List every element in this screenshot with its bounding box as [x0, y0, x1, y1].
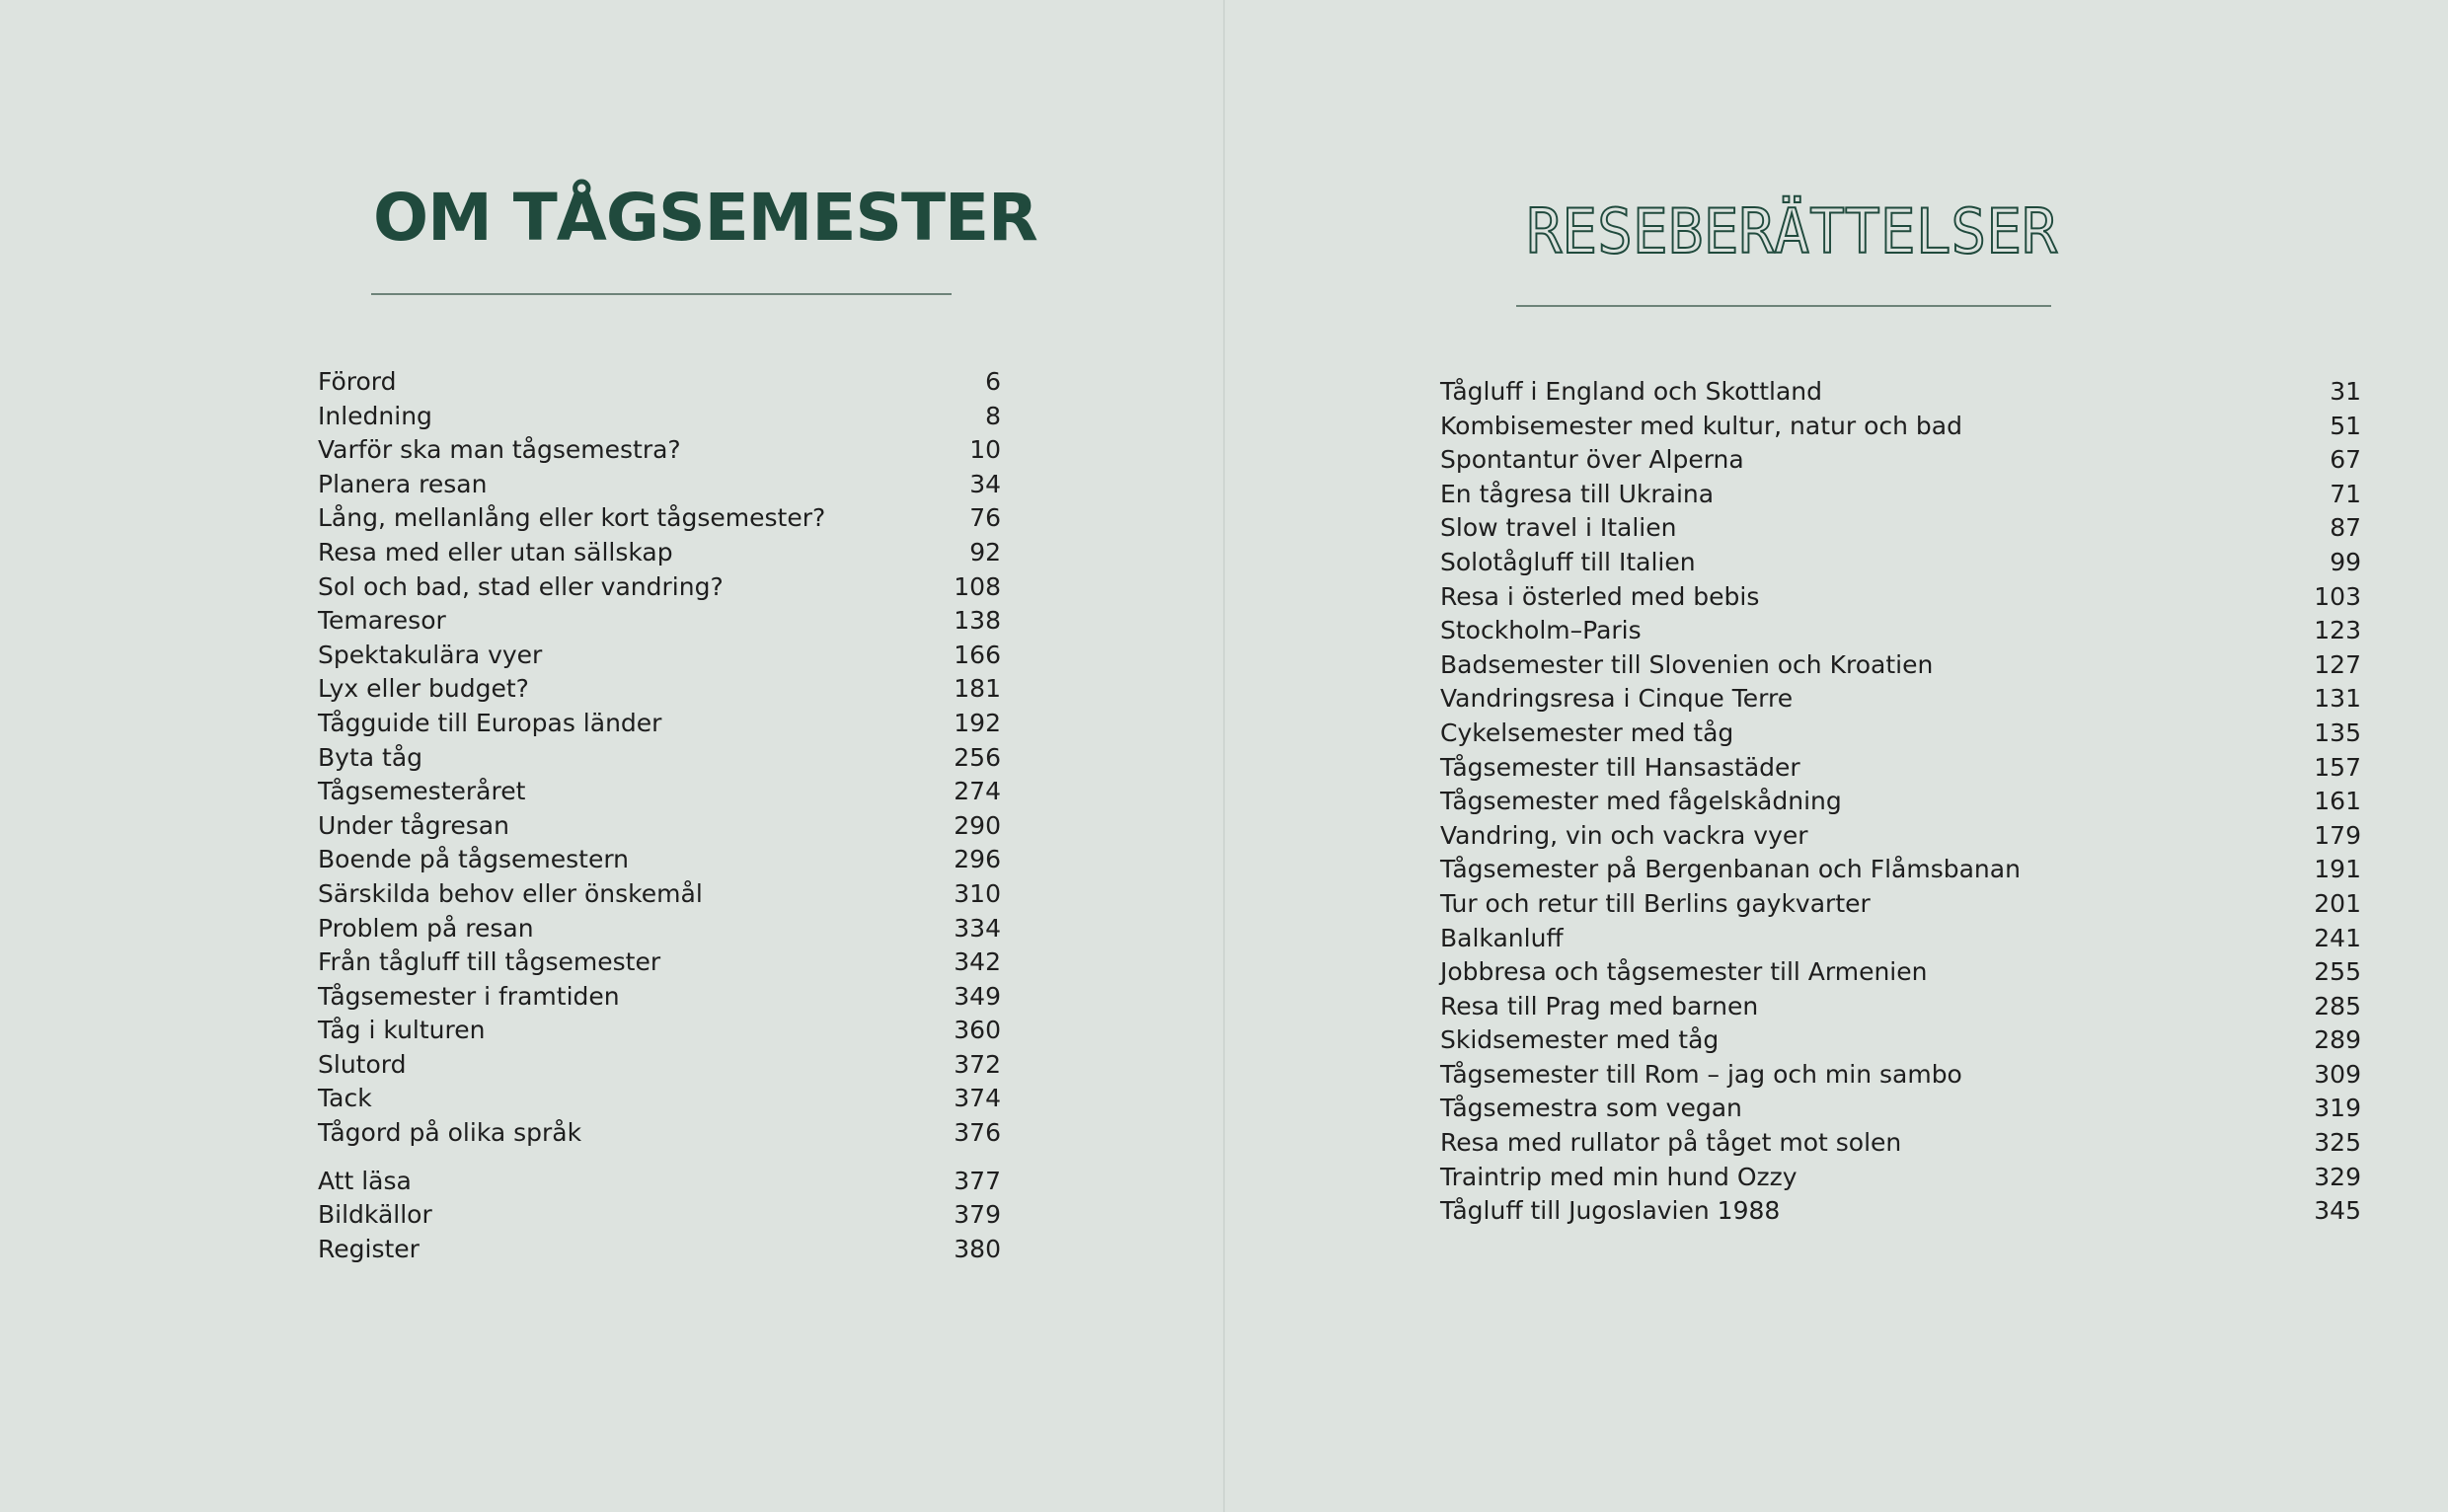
toc-entry-page-number: 67	[2330, 445, 2361, 475]
toc-entry-page-number: 8	[985, 401, 1001, 430]
toc-entry-page-number: 192	[954, 708, 1001, 737]
toc-entry-title: Temaresor	[318, 606, 446, 636]
toc-entry-page-number: 342	[954, 947, 1001, 977]
toc-entry	[318, 945, 1001, 980]
toc-entry-title: Tågguide till Europas länder	[318, 708, 662, 737]
toc-entry-title: Jobbresa och tågsemester till Armenien	[1440, 957, 1928, 987]
toc-entry-page-number: 201	[2314, 888, 2361, 918]
toc-entry-page-number: 372	[954, 1049, 1001, 1079]
toc-entry-page-number: 99	[2330, 547, 2361, 576]
toc-entry-title: Resa i österled med bebis	[1440, 581, 1760, 611]
right-page	[1224, 0, 2448, 1512]
toc-entry-title: Traintrip med min hund Ozzy	[1440, 1162, 1798, 1191]
toc-entry-page-number: 71	[2330, 479, 2361, 508]
toc-entry-page-number: 319	[2314, 1094, 2361, 1123]
toc-entry-page-number: 108	[954, 571, 1001, 601]
toc-entry-title: Tågsemestra som vegan	[1440, 1094, 1742, 1123]
toc-entry-title: Solotågluff till Italien	[1440, 547, 1696, 576]
toc-entry	[318, 809, 1001, 844]
toc-entry-page-number: 380	[954, 1234, 1001, 1263]
toc-entry	[1440, 1161, 2361, 1195]
toc-entry-title: Tågsemester på Bergenbanan och Flåmsbanan	[1440, 855, 2021, 884]
toc-entry	[318, 570, 1001, 605]
toc-entry	[318, 707, 1001, 741]
toc-entry-page-number: 127	[2314, 649, 2361, 679]
toc-entry-title: Planera resan	[318, 469, 488, 498]
toc-entry-title: Tur och retur till Berlins gaykvarter	[1440, 888, 1871, 918]
toc-entry	[318, 468, 1001, 502]
toc-entry-title: Byta tåg	[318, 742, 423, 772]
toc-entry-title: Lång, mellanlång eller kort tågsemester?	[318, 503, 826, 533]
toc-entry-title: Skidsemester med tåg	[1440, 1025, 1720, 1055]
toc-entry	[1440, 887, 2361, 922]
right-heading-rule	[1516, 305, 2051, 307]
toc-entry-title: Tågsemesteråret	[318, 777, 526, 806]
toc-entry	[318, 877, 1001, 912]
toc-entry-title: Resa med eller utan sällskap	[318, 537, 673, 567]
toc-entry	[318, 741, 1001, 776]
toc-entry	[318, 639, 1001, 673]
toc-entry-title: Balkanluff	[1440, 923, 1564, 952]
toc-entry-page-number: 255	[2314, 957, 2361, 987]
toc-entry	[318, 604, 1001, 639]
toc-entry	[1440, 410, 2361, 444]
toc-entry-title: Sol och bad, stad eller vandring?	[318, 571, 724, 601]
toc-entry	[1440, 580, 2361, 615]
toc-entry	[318, 433, 1001, 468]
toc-entry-page-number: 310	[954, 878, 1001, 908]
toc-entry-page-number: 296	[954, 845, 1001, 874]
toc-entry	[1440, 853, 2361, 887]
toc-entry-page-number: 360	[954, 1016, 1001, 1045]
toc-entry	[1440, 785, 2361, 819]
toc-entry-page-number: 181	[954, 674, 1001, 704]
toc-entry	[1440, 1058, 2361, 1093]
right-toc-list	[1440, 375, 2361, 1229]
toc-entry	[1440, 443, 2361, 478]
toc-entry-title: Inledning	[318, 401, 432, 430]
toc-entry-title: Tåg i kulturen	[318, 1016, 486, 1045]
toc-entry-title: Slow travel i Italien	[1440, 513, 1677, 543]
toc-entry-page-number: 131	[2314, 684, 2361, 714]
toc-entry-title: Förord	[318, 367, 397, 396]
toc-entry	[318, 672, 1001, 707]
toc-entry-title: Boende på tågsemestern	[318, 845, 630, 874]
toc-entry-title: Tågsemester till Rom – jag och min sambo	[1440, 1059, 1962, 1089]
toc-entry-title: Badsemester till Slovenien och Kroatien	[1440, 649, 1934, 679]
toc-entry-page-number: 31	[2330, 377, 2361, 406]
toc-entry-page-number: 309	[2314, 1059, 2361, 1089]
left-toc-list	[318, 365, 1001, 1266]
toc-entry-page-number: 345	[2314, 1196, 2361, 1226]
toc-entry	[318, 1082, 1001, 1116]
toc-entry-title: Särskilda behov eller önskemål	[318, 878, 703, 908]
toc-entry	[1440, 614, 2361, 648]
toc-entry-title: Tågsemester i framtiden	[318, 981, 620, 1011]
toc-entry	[1440, 955, 2361, 990]
toc-entry-title: Tack	[318, 1084, 372, 1113]
toc-entry-page-number: 87	[2330, 513, 2361, 543]
toc-entry-title: En tågresa till Ukraina	[1440, 479, 1715, 508]
toc-entry-title: Under tågresan	[318, 810, 509, 840]
toc-entry-page-number: 6	[985, 367, 1001, 396]
toc-entry-page-number: 274	[954, 777, 1001, 806]
toc-entry-page-number: 135	[2314, 718, 2361, 747]
toc-entry	[1440, 751, 2361, 786]
toc-entry	[318, 1048, 1001, 1083]
toc-entry	[318, 501, 1001, 536]
toc-entry-title: Stockholm–Paris	[1440, 616, 1642, 645]
toc-entry-page-number: 376	[954, 1118, 1001, 1148]
toc-entry-title: Register	[318, 1234, 420, 1263]
toc-entry-title: Vandring, vin och vackra vyer	[1440, 820, 1808, 850]
toc-entry-page-number: 379	[954, 1200, 1001, 1230]
toc-entry	[1440, 648, 2361, 683]
toc-entry-title: Bildkällor	[318, 1200, 432, 1230]
toc-entry	[1440, 1126, 2361, 1161]
toc-entry-page-number: 92	[969, 537, 1001, 567]
toc-entry-page-number: 161	[2314, 787, 2361, 816]
toc-entry	[318, 1116, 1001, 1151]
toc-entry-page-number: 374	[954, 1084, 1001, 1113]
toc-entry-page-number: 191	[2314, 855, 2361, 884]
toc-entry	[318, 1233, 1001, 1267]
toc-entry-page-number: 10	[969, 435, 1001, 465]
toc-entry-page-number: 285	[2314, 991, 2361, 1021]
toc-entry-page-number: 179	[2314, 820, 2361, 850]
toc-entry-title: Problem på resan	[318, 913, 534, 943]
toc-entry-title: Spektakulära vyer	[318, 640, 543, 669]
toc-entry	[318, 912, 1001, 946]
left-heading-rule	[371, 293, 952, 295]
toc-entry-title: Tågord på olika språk	[318, 1118, 582, 1148]
toc-entry-title: Spontantur över Alperna	[1440, 445, 1744, 475]
toc-entry-title: Resa med rullator på tåget mot solen	[1440, 1128, 1902, 1158]
toc-entry	[318, 1198, 1001, 1233]
toc-entry-page-number: 290	[954, 810, 1001, 840]
toc-entry-page-number: 329	[2314, 1162, 2361, 1191]
toc-entry-title: Resa till Prag med barnen	[1440, 991, 1759, 1021]
toc-entry-page-number: 256	[954, 742, 1001, 772]
toc-entry-title: Vandringsresa i Cinque Terre	[1440, 684, 1794, 714]
toc-entry-page-number: 289	[2314, 1025, 2361, 1055]
toc-entry	[1440, 478, 2361, 512]
toc-entry-page-number: 51	[2330, 411, 2361, 440]
toc-entry	[1440, 819, 2361, 854]
toc-entry-title: Slutord	[318, 1049, 407, 1079]
toc-entry	[1440, 1023, 2361, 1058]
toc-entry-page-number: 377	[954, 1166, 1001, 1195]
toc-entry	[1440, 922, 2361, 956]
toc-entry-page-number: 76	[969, 503, 1001, 533]
right-page-heading: RESEBERÄTTELSER	[1526, 195, 2057, 267]
toc-entry-page-number: 166	[954, 640, 1001, 669]
toc-entry-title: Tågsemester till Hansastäder	[1440, 752, 1800, 782]
left-page-heading: OM TÅGSEMESTER	[373, 180, 1037, 256]
toc-entry-page-number: 103	[2314, 581, 2361, 611]
toc-entry-page-number: 34	[969, 469, 1001, 498]
toc-entry-title: Lyx eller budget?	[318, 674, 529, 704]
toc-entry	[1440, 511, 2361, 546]
toc-entry-title: Tågsemester med fågelskådning	[1440, 787, 1842, 816]
toc-entry-title: Kombisemester med kultur, natur och bad	[1440, 411, 1962, 440]
toc-entry	[1440, 717, 2361, 751]
toc-entry	[318, 400, 1001, 434]
toc-entry	[1440, 990, 2361, 1024]
toc-entry-page-number: 349	[954, 981, 1001, 1011]
toc-entry-page-number: 241	[2314, 923, 2361, 952]
toc-entry	[1440, 682, 2361, 717]
toc-entry-title: Från tågluff till tågsemester	[318, 947, 661, 977]
toc-entry	[1440, 1194, 2361, 1229]
toc-entry	[318, 1014, 1001, 1048]
toc-entry-title: Tågluff till Jugoslavien 1988	[1440, 1196, 1781, 1226]
toc-entry	[318, 980, 1001, 1015]
toc-entry-title: Tågluff i England och Skottland	[1440, 377, 1822, 406]
toc-entry	[1440, 375, 2361, 410]
toc-entry-page-number: 138	[954, 606, 1001, 636]
toc-entry	[1440, 546, 2361, 580]
toc-entry-page-number: 325	[2314, 1128, 2361, 1158]
toc-entry	[318, 843, 1001, 877]
toc-entry	[318, 1165, 1001, 1199]
toc-entry-page-number: 157	[2314, 752, 2361, 782]
toc-entry	[318, 365, 1001, 400]
toc-entry-page-number: 123	[2314, 616, 2361, 645]
toc-entry-title: Att läsa	[318, 1166, 412, 1195]
toc-entry-title: Varför ska man tågsemestra?	[318, 435, 681, 465]
toc-entry	[318, 775, 1001, 809]
toc-entry	[1440, 1092, 2361, 1126]
toc-entry-page-number: 334	[954, 913, 1001, 943]
toc-entry-title: Cykelsemester med tåg	[1440, 718, 1734, 747]
toc-entry	[318, 536, 1001, 570]
